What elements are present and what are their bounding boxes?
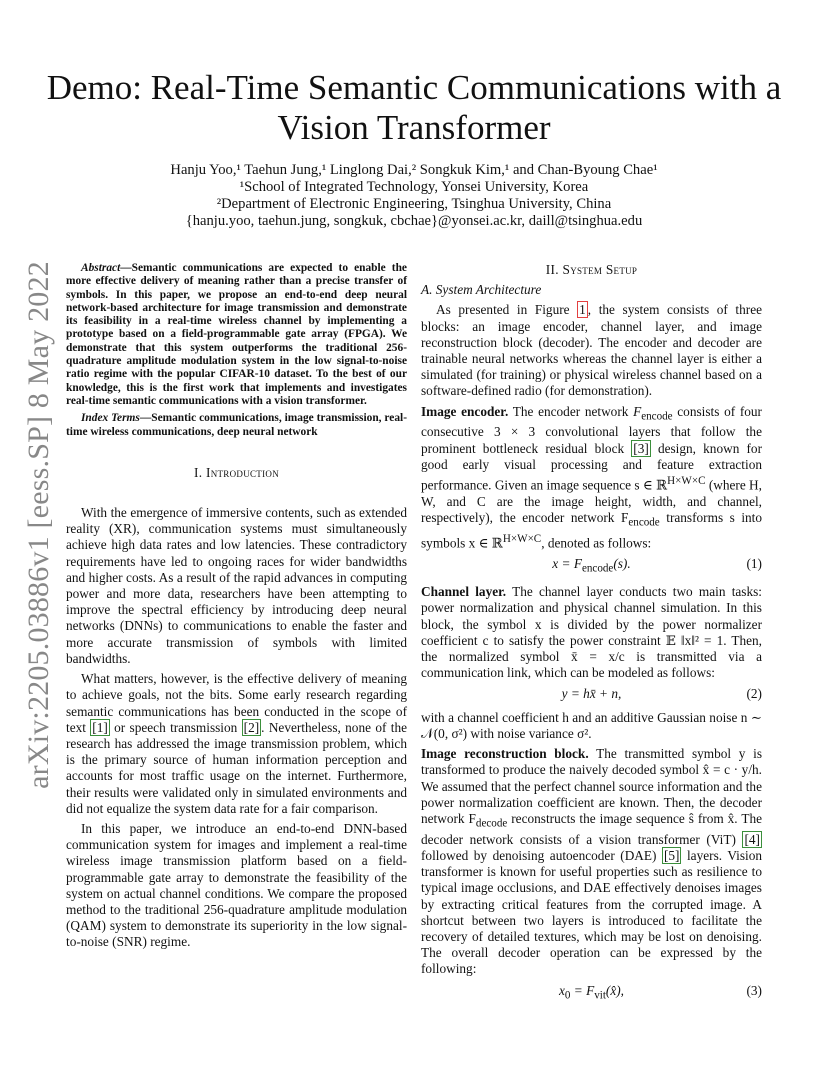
intro-paragraph-1: With the emergence of immersive contents, such as extended reality (XR), communication systems must simultaneously achieve high data rates and low latencies. These contradictory requirements have led to ongoing races for wider bandwidths and higher costs. As a result of the rapid advances in computing power and more data, researchers have been attempting to improve the spectral efficiency by introducing deep neural networks (DNNs) to communications to enable the faster and more accurate transmission of symbols with limited bandwidths. (66, 505, 407, 666)
citation-link-1[interactable]: [1] (92, 719, 108, 735)
section-2-number: II. (545, 262, 559, 277)
title-line-2: Vision Transformer (277, 108, 551, 147)
intro-p2-part-c: . Nevertheless, none of the research has addressed the image transmission problem, which is the primary source of human information perception and accounts for most traffic usage on the internet. Furthermore, their results were validated only in simulated environments and did not equalize the system data rate for a fair comparison. (66, 719, 407, 816)
section-2-heading (421, 262, 762, 278)
eq3-number: (3) (746, 982, 762, 998)
encoder-part-c: design, known for good early visual processing and feature extraction performance. Given an image sequence s ∈ ℝ (421, 440, 762, 493)
encoder-symbol: F (633, 403, 642, 419)
encoder-paragraph (421, 404, 762, 552)
figure-link-1[interactable]: 1 (579, 302, 586, 318)
decoder-subscript: decode (475, 817, 508, 830)
abstract-text: —Semantic communications are expected to enable the more effective delivery of meaning rather than a precise transfer of symbols. In this paper, we propose an end-to-end deep neural network-based architecture for image transmission and demonstrate its feasibility in a real-time wireless channel by implementing a prototype based on a field-programmable gate array (FPGA). We demonstrate that this system outperforms the traditional 256-quadrature amplitude modulation system in the low signal-to-noise ratio regime with the popular CIFAR-10 dataset. To the best of our knowledge, this is the first work that implements and investigates real-time semantic communications with a vision transformer. (66, 262, 407, 407)
intro-paragraph-2 (66, 671, 407, 817)
affiliation-1: ¹School of Integrated Technology, Yonsei University, Korea (239, 179, 589, 195)
section-1-title: Introduction (205, 464, 279, 480)
encoder-part-f: , denoted as follows: (541, 535, 652, 551)
index-terms-label: Index Terms (81, 412, 140, 425)
arch-part-a: As presented in Figure (436, 302, 578, 318)
section-1-heading (66, 465, 407, 481)
intro-p2-part-b: or speech transmission (109, 719, 242, 735)
title-line-1: Demo: Real-Time Semantic Communications with a (46, 68, 782, 107)
abstract-label: Abstract (81, 262, 121, 274)
paper-title (40, 68, 788, 148)
encoder-part-a: The encoder network (508, 403, 634, 419)
author-block (40, 162, 788, 230)
arxiv-identifier-text: arXiv:2205.03886v1 [eess.SP] 8 May 2022 (22, 261, 55, 789)
channel-text: The channel layer conducts two main tasks: power normalization and physical channel simulation. In this block, the symbol x is divided by the power normalizer coefficient c to satisfy the power constraint 𝔼 ‖x‖² = 1. Then, the normalized symbol x̄ = x/c is transmitted via a communication link, which can be modeled as follows: (421, 584, 762, 681)
encoder-subscript-2: encode (628, 516, 660, 529)
channel-paragraph (421, 584, 762, 681)
encoder-part-b: consists of four consecutive 3 × 3 convolutional layers that follow the prominent bottleneck residual block (421, 403, 762, 456)
eq3-subscript: 0 (564, 989, 571, 1002)
reconstruction-heading: Image reconstruction block. (421, 746, 589, 762)
citation-link-3[interactable]: [3] (633, 440, 649, 456)
intro-p2-part-a: What matters, however, is the effective delivery of meaning to achieve goals, not the bits. Some early research regarding semantic communications has been conducted in the scope of text (66, 671, 407, 735)
intro-paragraph-3: In this paper, we introduce an end-to-end DNN-based communication system for images and implement a real-time wireless image transmission platform based on a field-programmable gate array to demonstrate the feasibility of the system on actual channel conditions. We compare the proposed method to the traditional 256-quadrature amplitude modulation (QAM) system to demonstrate its superiority in the low signal-to-noise (SNR) regime. (66, 820, 407, 950)
equation-2 (421, 686, 762, 702)
reconstruction-part-d: layers. Vision transformer is known for useful properties such as resilience to typical image occlusions, and DAE effectively denoises images by extracting critical features from the corrupted image. A shortcut between two layers is introduced to facilitate the recovery of detailed textures, which may be lost on denoising. The overall decoder operation can be expressed by the following: (421, 847, 762, 977)
eq2-number: (2) (746, 686, 762, 702)
section-1-number: I. (193, 464, 203, 480)
eq3-lhs: x (559, 982, 565, 998)
eq1-number: (1) (746, 556, 762, 572)
eq2-body: y = hx̄ + n, (561, 686, 622, 702)
encoder-superscript-2: H×W×C (502, 532, 542, 545)
index-terms (66, 412, 407, 439)
author-emails: {hanju.yoo, taehun.jung, songkuk, cbchae}@yonsei.ac.kr, daill@tsinghua.edu (185, 213, 643, 229)
affiliation-2: ²Department of Electronic Engineering, Tsinghua University, China (216, 196, 612, 212)
channel-after-paragraph: with a channel coefficient h and an additive Gaussian noise n ∼ 𝒩(0, σ²) with noise variance σ². (421, 709, 762, 741)
reconstruction-part-a: The transmitted symbol y is transformed to produce the naively decoded symbol x̂ = c · y/h. We assumed that the perfect channel source information and the power normalization coefficient are known. Then, the decoder network F (421, 746, 762, 826)
encoder-superscript-1: H×W×C (667, 475, 706, 488)
citation-link-5[interactable]: [5] (663, 847, 680, 863)
encoder-part-e: transforms s into symbols x ∈ ℝ (421, 509, 763, 551)
eq1-lhs: x = F (552, 556, 582, 572)
reconstruction-part-b: reconstructs the image sequence ŝ from x̂. The decoder network consists of a vision transformer (ViT) (421, 810, 762, 847)
subsection-a-heading: A. System Architecture (421, 282, 542, 298)
eq1-tail: (s). (613, 556, 631, 572)
equation-1 (421, 556, 762, 577)
encoder-part-d: (where H, W, and C are the image height, width, and channel, respectively), the encoder network F (421, 477, 762, 525)
abstract (66, 262, 407, 408)
eq3-tail: (x̂), (605, 982, 624, 998)
left-column (66, 262, 407, 955)
equation-3 (421, 983, 762, 1004)
channel-heading: Channel layer. (421, 584, 507, 600)
arch-part-b: , the system consists of three blocks: an image encoder, channel layer, and image reconstruction block (decoder). The encoder and decoder are trainable neural networks whereas the channel layer is either a simulated (for training) or physical wireless channel based on a software-defined radio (for demonstration). (421, 302, 762, 399)
section-2-title: System Setup (562, 262, 638, 277)
encoder-heading: Image encoder. (421, 403, 509, 419)
citation-link-4[interactable]: [4] (744, 831, 760, 847)
citation-link-2[interactable]: [2] (243, 719, 260, 735)
eq1-subscript: encode (581, 563, 614, 576)
reconstruction-paragraph (421, 746, 762, 978)
author-list: Hanju Yoo,¹ Taehun Jung,¹ Linglong Dai,² Songkuk Kim,¹ and Chan-Byoung Chae¹ (170, 162, 658, 178)
arxiv-identifier (14, 261, 64, 789)
index-terms-text: —Semantic communications, image transmission, real-time wireless communications, deep neural network (66, 412, 407, 438)
encoder-subscript: encode (641, 410, 673, 423)
eq3-mid: = F (570, 982, 595, 998)
right-column (421, 262, 762, 1010)
architecture-paragraph (421, 302, 762, 399)
reconstruction-part-c: followed by denoising autoencoder (DAE) (421, 847, 662, 863)
eq3-subscript-2: vit (594, 989, 606, 1002)
